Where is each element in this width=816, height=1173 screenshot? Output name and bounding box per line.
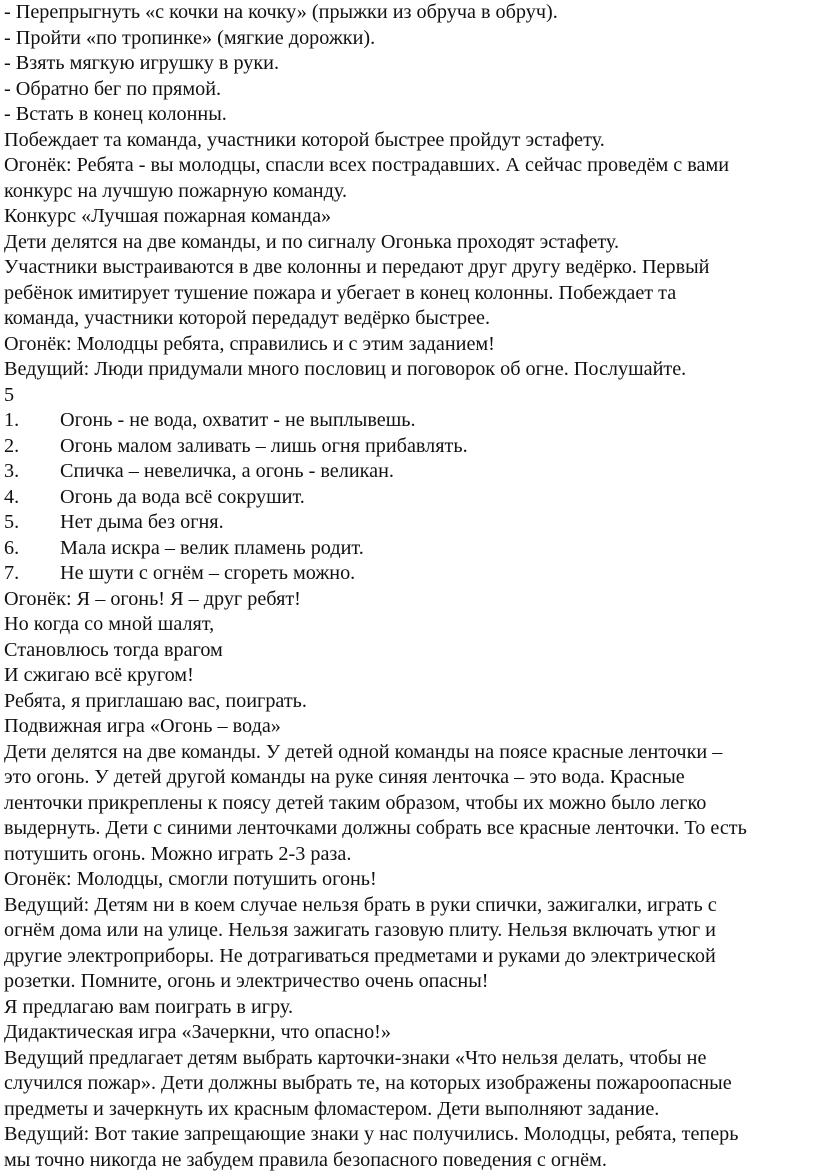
text-line: потушить огонь. Можно играть 2-3 раза. [4, 842, 810, 868]
list-item-number: 2. [4, 434, 60, 460]
list-item-number: 5. [4, 510, 60, 536]
list-item [4, 434, 810, 460]
list-item-number: 3. [4, 459, 60, 485]
text-line: - Пройти «по тропинке» (мягкие дорожки). [4, 26, 810, 52]
proverb-list [4, 408, 810, 587]
text-line: Побеждает та команда, участники которой быстрее пройдут эстафету. [4, 128, 810, 154]
list-item [4, 408, 810, 434]
text-line: это огонь. У детей другой команды на руке синяя ленточка – это вода. Красные [4, 765, 810, 791]
text-line: Огонёк: Молодцы, смогли потушить огонь! [4, 867, 810, 893]
page-number: 5 [4, 383, 810, 409]
text-line: Огонёк: Молодцы ребята, справились и с этим заданием! [4, 332, 810, 358]
list-item-number: 7. [4, 561, 60, 587]
text-line: Ведущий: Вот такие запрещающие знаки у нас получились. Молодцы, ребята, теперь [4, 1122, 810, 1148]
list-item [4, 561, 810, 587]
section-heading: Дидактическая игра «Зачеркни, что опасно!» [4, 1020, 810, 1046]
text-line: конкурс на лучшую пожарную команду. [4, 179, 810, 205]
text-block-bottom [4, 587, 810, 1173]
text-line: Дети делятся на две команды. У детей одной команды на поясе красные ленточки – [4, 740, 810, 766]
list-item-text: Огонь да вода всё сокрушит. [60, 486, 305, 508]
text-line: Ведущий предлагает детям выбрать карточки-знаки «Что нельзя делать, чтобы не [4, 1046, 810, 1072]
text-line: команда, участники которой передадут ведёрко быстрее. [4, 306, 810, 332]
text-line: - Перепрыгнуть «с кочки на кочку» (прыжки из обруча в обруч). [4, 0, 810, 26]
text-line: - Встать в конец колонны. [4, 102, 810, 128]
list-item-text: Не шути с огнём – сгореть можно. [60, 562, 355, 584]
text-line: Ребята, я приглашаю вас, поиграть. [4, 689, 810, 715]
text-line: И сжигаю всё кругом! [4, 663, 810, 689]
text-line: Ведущий: Детям ни в коем случае нельзя брать в руки спички, зажигалки, играть с [4, 893, 810, 919]
list-item-text: Огонь малом заливать – лишь огня прибавлять. [60, 435, 468, 457]
list-item-number: 1. [4, 408, 60, 434]
text-line: Огонёк: Я – огонь! Я – друг ребят! [4, 587, 810, 613]
text-line: Участники выстраиваются в две колонны и передают друг другу ведёрко. Первый [4, 255, 810, 281]
list-item-number: 6. [4, 536, 60, 562]
text-line: - Взять мягкую игрушку в руки. [4, 51, 810, 77]
list-item-text: Нет дыма без огня. [60, 511, 224, 533]
list-item [4, 510, 810, 536]
text-line: ленточки прикреплены к поясу детей таким образом, чтобы их можно было легко [4, 791, 810, 817]
text-line: ребёнок имитирует тушение пожара и убегает в конец колонны. Побеждает та [4, 281, 810, 307]
text-line: розетки. Помните, огонь и электричество очень опасны! [4, 969, 810, 995]
text-line: случился пожар». Дети должны выбрать те, на которых изображены пожароопасные [4, 1071, 810, 1097]
text-line: мы точно никогда не забудем правила безопасного поведения с огнём. [4, 1148, 810, 1173]
text-block-top [4, 0, 810, 408]
text-line: предметы и зачеркнуть их красным фломастером. Дети выполняют задание. [4, 1097, 810, 1123]
text-line: Огонёк: Ребята - вы молодцы, спасли всех пострадавших. А сейчас проведём с вами [4, 153, 810, 179]
text-line: Дети делятся на две команды, и по сигналу Огонька проходят эстафету. [4, 230, 810, 256]
text-line: Я предлагаю вам поиграть в игру. [4, 995, 810, 1021]
text-line: огнём дома или на улице. Нельзя зажигать газовую плиту. Нельзя включать утюг и [4, 918, 810, 944]
list-item-text: Спичка – невеличка, а огонь - великан. [60, 460, 394, 482]
text-line: другие электроприборы. Не дотрагиваться предметами и руками до электрической [4, 944, 810, 970]
section-heading: Подвижная игра «Огонь – вода» [4, 714, 810, 740]
text-line: - Обратно бег по прямой. [4, 77, 810, 103]
list-item [4, 459, 810, 485]
text-line: Становлюсь тогда врагом [4, 638, 810, 664]
text-line: Ведущий: Люди придумали много пословиц и поговорок об огне. Послушайте. [4, 357, 810, 383]
section-heading: Конкурс «Лучшая пожарная команда» [4, 204, 810, 230]
text-line: выдернуть. Дети с синими ленточками должны собрать все красные ленточки. То есть [4, 816, 810, 842]
list-item-text: Огонь - не вода, охватит - не выплывешь. [60, 409, 416, 431]
list-item [4, 485, 810, 511]
list-item-number: 4. [4, 485, 60, 511]
list-item [4, 536, 810, 562]
list-item-text: Мала искра – велик пламень родит. [60, 537, 364, 559]
text-line: Но когда со мной шалят, [4, 612, 810, 638]
